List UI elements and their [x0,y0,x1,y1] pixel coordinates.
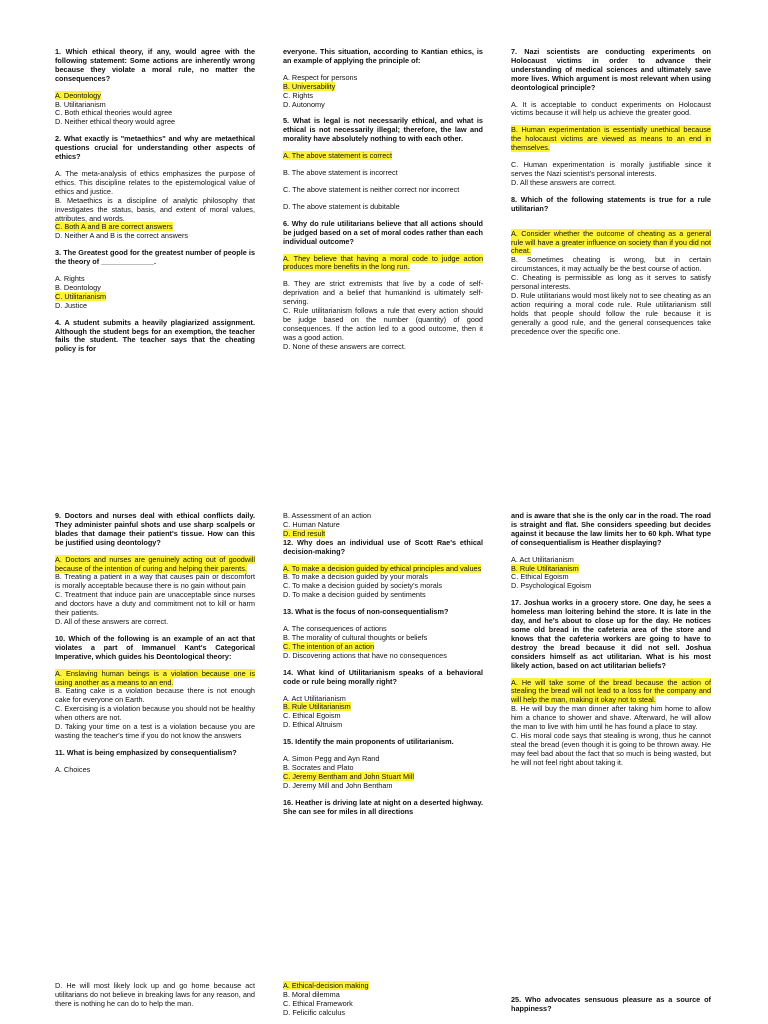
option: C. Both ethical theories would agree [55,108,173,118]
question-16: 16. Heather is driving late at night on a deserted highway. She can see for miles in all directions [283,797,483,816]
answer-highlight: B. Human experimentation is essentially unethical because the holocaust victims are viewed as means to an end in themselves. [511,125,711,153]
question-2-options [55,170,255,241]
answer-highlight: A. They believe that having a moral code to judge action produces more benefits in the long run. [283,253,483,272]
answer-highlight: C. Utilitarianism [55,291,107,301]
question-1-options [55,92,255,128]
question-16-continued: and is aware that she is the only car in the road. The road is straight and flat. She considers speeding but decides against it because the law limits her to 60 kph. What type of consequentialism is Heather displaying? [511,511,711,547]
answer-highlight: A. To make a decision guided by ethical principles and values [283,563,482,573]
question-16-options [511,556,711,592]
option: B. Moral dilemma [283,989,340,999]
option: C. Rule utilitarianism follows a rule that every action should be judge based on the number (quantity) of good consequences. If the action led to a good outcome, then it was a good action. [283,306,483,342]
option: B. The above statement is incorrect [283,168,398,178]
question-25: 25. Who advocates sensuous pleasure as a source of happiness? [511,995,711,1013]
option: C. Rights [283,90,314,100]
question-17-options [511,679,711,768]
question-6-options [283,255,483,352]
option: D. Neither A and B is the correct answers [55,231,189,241]
option: D. Ethical Altruism [283,720,343,730]
question-12: 12. Why does an individual use of Scott Rae's ethical decision-making? [283,537,483,556]
column-2 [283,512,483,824]
option: A. Choices [55,764,91,774]
answer-highlight: A. Enslaving human beings is a violation because one is using another as a means to an end. [55,668,255,687]
column-3 [511,996,711,1022]
option: B. Eating cake is a violation because there is not enough cake for everyone on Earth. [55,686,255,705]
option: B. Utilitarianism [55,99,106,109]
option: D. Neither ethical theory would agree [55,117,176,127]
option: A. It is acceptable to conduct experiments on Holocaust victims because it will help us achieve the greater good. [511,99,711,118]
option: D. None of these answers are correct. [283,341,406,351]
question-5: 5. What is legal is not necessarily ethical, and what is ethical is not necessarily illegal; therefore, the law and morality have absolutely nothing to with each other. [283,116,483,144]
option: A. Act Utilitarianism [511,554,574,564]
question-11-options [283,512,483,539]
option: A. Rights [55,274,85,284]
answer-highlight: A. He will take some of the bread because the action of stealing the bread will not lead to a loss for the company and will help the man, making it okay not to steal. [511,677,711,705]
question-9-options [55,556,255,627]
question-5-options [283,152,483,212]
question-7: 7. Nazi scientists are conducting experiments on Holocaust victims in order to advance their understanding of medical sciences and ultimately save more lives. Which argument is most relevant when using deontological principle? [511,47,711,92]
option: A. Act Utilitarianism [283,693,346,703]
option: B. Sometimes cheating is wrong, but in certain circumstances, it may actually be the best course of action. [511,255,711,274]
question-11: 11. What is being emphasized by consequentialism? [55,747,237,757]
question-3: 3. The Greatest good for the greatest number of people is the theory of _____________. [55,248,255,267]
question-7-options [511,101,711,188]
option: A. Respect for persons [283,72,358,82]
question-12-options [283,565,483,601]
option: C. Exercising is a violation because you should not be healthy when others are not. [55,704,255,723]
option: D. All these answers are correct. [511,177,617,187]
question-2: 2. What exactly is "metaethics" and why are metaethical questions crucial for understanding other aspects of ethics? [55,134,255,162]
question-3-options [55,275,255,311]
question-17: 17. Joshua works in a grocery store. One day, he sees a homeless man loitering behind the store. It is late in the day, and he's about to close up for the day. He notices some old bread in the cafeteria area of the store and knows that the cafeteria workers are going to have to destroy the bread because it did not sell. Joshua considers himself as act utilitarian. What is his most likely action, based on act utilitarian beliefs? [511,598,711,670]
option: D. The above statement is dubitable [283,201,400,211]
column-1 [55,48,255,362]
answer-highlight: A. Deontology [55,90,101,100]
option: D. He will most likely lock up and go home because act utilitarians do not believe in breaking laws for any reason, and there is nothing he can do to help the man. [55,981,255,1008]
option: B. Treating a patient in a way that causes pain or discomfort is morally acceptable because there is no gain without pain [55,572,255,591]
option: D. Jeremy Mill and John Bentham [283,780,393,790]
question-10: 10. Which of the following is an example of an act that violates a part of Immanuel Kant's Categorical Imperative, which guides his Deontological theory: [55,633,255,661]
option: B. They are strict extremists that live by a code of self-deprivation and a belief that humankind is ultimately self-serving. [283,279,483,307]
column-1 [55,512,255,775]
answer-highlight: A. Doctors and nurses are genuinely acting out of goodwill because of the intention of curing and helping their parents. [55,554,255,573]
question-14-options [283,695,483,731]
option: D. Felicific calculus [283,1007,346,1017]
question-8: 8. Which of the following statements is true for a rule utilitarian? [511,194,711,213]
option: D. All of these answers are correct. [55,616,169,626]
option: D. Discovering actions that have no consequences [283,650,447,660]
answer-highlight: B. Rule Utilitarianism [511,563,579,573]
question-13: 13. What is the focus of non-consequentialism? [283,607,449,617]
option: D. Rule utilitarians would most likely not to see cheating as an action requiring a moral code rule. Rule utilitarianism still holds that people should follow the rule because it is generally a good rule, and the general consequences take precedence over the specific one. [511,290,711,336]
question-15-options [283,755,483,791]
option: D. To make a decision guided by sentiments [283,590,426,600]
answer-highlight: B. Rule Utilitarianism [283,702,351,712]
option: C. Ethical Egoism [511,572,569,582]
question-1: 1. Which ethical theory, if any, would agree with the following statement: Some actions are inherently wrong because they violate a moral rule, no matter the consequences? [55,47,255,83]
question-4-continued: everyone. This situation, according to Kantian ethics, is an example of applying the principle of: [283,47,483,65]
column-2 [283,48,483,360]
question-10-options [55,670,255,741]
question-4: 4. A student submits a heavily plagiarized assignment. Although the student begs for an exemption, the teacher fails the student. The teacher says that the cheating policy is for [55,317,255,354]
option: C. The above statement is neither correct nor incorrect [283,184,460,194]
column-1 [55,982,255,1009]
question-15: 15. Identify the main proponents of utilitarianism. [283,737,454,747]
question-4-options [283,74,483,110]
option: A. The meta-analysis of ethics emphasizes the purpose of ethics. This discipline relates to the epistemological value of ethics and justice. [55,168,255,196]
question-8-options [511,230,711,337]
option: D. Justice [55,300,88,310]
option: C. To make a decision guided by society's morals [283,581,443,591]
answer-highlight: A. Ethical-decision making [283,981,369,990]
option: D. Autonomy [283,99,325,109]
answer-highlight: C. The intention of an action [283,641,375,651]
option: B. Deontology [55,282,101,292]
answer-highlight: A. Consider whether the outcome of cheating as a general rule will have a greater influence on society than if you did not cheat. [511,228,711,256]
column-3 [511,512,711,776]
answer-highlight: C. Jeremy Bentham and John Stuart Mill [283,771,414,781]
option: C. His moral code says that stealing is wrong, thus he cannot steal the bread (even though it is going to be thrown away. He may feel bad about the fact that so much is being wasted, but he will not feel right about taking it. [511,730,711,767]
option: B. Socrates and Plato [283,762,354,772]
option: C. Treatment that induce pain are unacceptable since nurses and doctors have a duty and commitment not to kill or harm their patients. [55,590,255,618]
answer-highlight: A. The above statement is correct [283,151,392,161]
option: A. The consequences of actions [283,624,387,634]
option: C. Ethical Egoism [283,711,341,721]
column-3 [511,48,711,344]
option: C. Cheating is permissible as long as it serves to satisfy personal interests. [511,273,711,292]
answer-highlight: D. End result [283,528,326,538]
option: D. Taking your time on a test is a violation because you are wasting the teacher's time if you do not know the answers [55,722,255,740]
option: C. Human Nature [283,519,340,529]
option: D. Psychological Egoism [511,581,592,591]
question-9: 9. Doctors and nurses deal with ethical conflicts daily. They administer painful shots and use sharp scalpels or blades that damage their patient's tissue. How can this be justified using deontology? [55,511,255,547]
option: B. He will buy the man dinner after taking him home to allow him a chance to shower and shave. Afterward, he will allow the man to live with him until he has found a place to stay. [511,704,711,732]
option: C. Ethical Framework [283,998,353,1008]
option: B. Metaethics is a discipline of analytic philosophy that investigates the status, basis, and extent of moral values, attributes, and words. [55,195,255,223]
option: B. The morality of cultural thoughts or beliefs [283,632,428,642]
answer-highlight: C. Both A and B are correct answers [55,222,173,232]
option: C. Human experimentation is morally justifiable since it serves the Nazi scientist's personal interests. [511,160,711,178]
question-6: 6. Why do rule utilitarians believe that all actions should be judged based on a set of moral codes rather than each individual outcome? [283,218,483,246]
option: B. To make a decision guided by your morals [283,572,429,582]
answer-highlight: B. Universability [283,81,336,91]
option: A. Simon Pegg and Ayn Rand [283,754,380,764]
question-14: 14. What kind of Utilitarianism speaks of a behavioral code or rule being morally right? [283,667,483,686]
question-13-options [283,625,483,661]
option: B. Assessment of an action [283,511,372,520]
column-2 [283,982,483,1018]
